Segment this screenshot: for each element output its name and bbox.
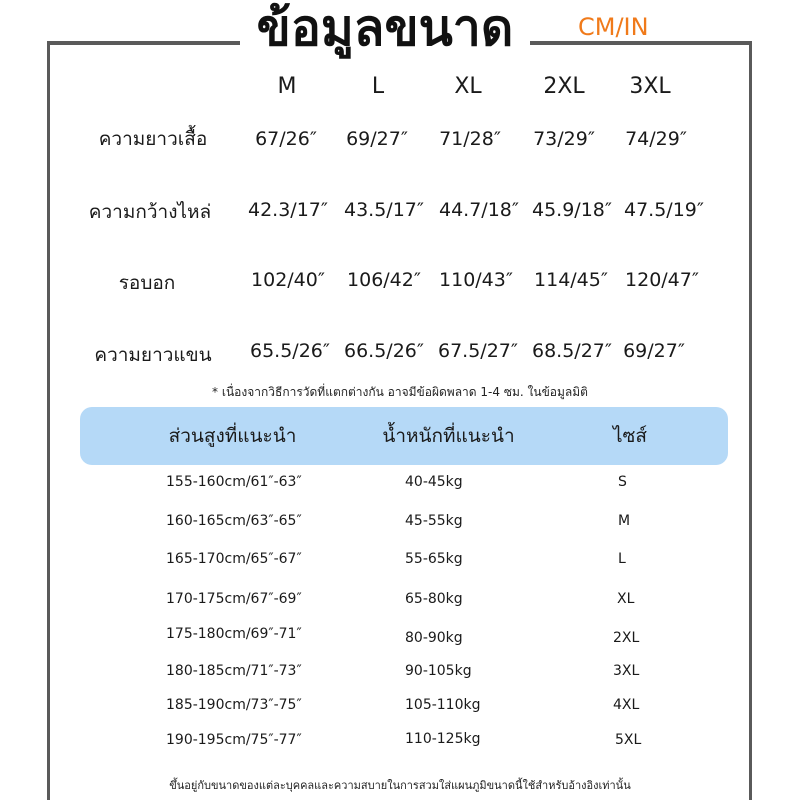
rec-size-3xl: 3XL bbox=[613, 663, 640, 679]
cell-body-length-xl: 71/28″ bbox=[439, 128, 501, 150]
size-header-xl: XL bbox=[454, 74, 482, 99]
cell-shoulder-width-3xl: 47.5/19″ bbox=[624, 199, 704, 221]
cell-shoulder-width-m: 42.3/17″ bbox=[248, 199, 328, 221]
cell-shoulder-width-2xl: 45.9/18″ bbox=[532, 199, 612, 221]
frame-right bbox=[749, 41, 752, 800]
rec-size-m: M bbox=[618, 513, 631, 529]
cell-chest-l: 106/42″ bbox=[347, 269, 421, 291]
cell-chest-m: 102/40″ bbox=[251, 269, 325, 291]
rec-weight-l: 55-65kg bbox=[405, 551, 463, 567]
rec-size-5xl: 5XL bbox=[615, 732, 642, 748]
cell-body-length-2xl: 73/29″ bbox=[533, 128, 595, 150]
size-header-2xl: 2XL bbox=[543, 74, 585, 99]
cell-shoulder-width-xl: 44.7/18″ bbox=[439, 199, 519, 221]
cell-sleeve-length-2xl: 68.5/27″ bbox=[532, 340, 612, 362]
row-label-body-length: ความยาวเสื้อ bbox=[98, 128, 208, 150]
size-header-l: L bbox=[371, 74, 385, 99]
cell-chest-xl: 110/43″ bbox=[439, 269, 513, 291]
header-recommended-weight: น้ำหนักที่แนะนำ bbox=[382, 425, 515, 447]
cell-chest-3xl: 120/47″ bbox=[625, 269, 699, 291]
cell-chest-2xl: 114/45″ bbox=[534, 269, 608, 291]
page-title: ข้อมูลขนาด bbox=[240, 0, 530, 60]
row-label-shoulder-width: ความกว้างไหล่ bbox=[88, 201, 212, 223]
header-recommended-height: ส่วนสูงที่แนะนำ bbox=[168, 425, 297, 447]
cell-body-length-l: 69/27″ bbox=[346, 128, 408, 150]
cell-sleeve-length-3xl: 69/27″ bbox=[623, 340, 685, 362]
row-label-chest: รอบอก bbox=[118, 272, 176, 294]
rec-height-3xl: 180-185cm/71″-73″ bbox=[166, 663, 302, 679]
rec-height-2xl: 175-180cm/69″-71″ bbox=[166, 626, 302, 642]
rec-weight-3xl: 90-105kg bbox=[405, 663, 472, 679]
cell-sleeve-length-m: 65.5/26″ bbox=[250, 340, 330, 362]
cell-sleeve-length-xl: 67.5/27″ bbox=[438, 340, 518, 362]
rec-weight-s: 40-45kg bbox=[405, 474, 463, 490]
rec-weight-xl: 65-80kg bbox=[405, 591, 463, 607]
rec-height-s: 155-160cm/61″-63″ bbox=[166, 474, 302, 490]
measurement-note: * เนื่องจากวิธีการวัดที่แตกต่างกัน อาจมีข้อผิดพลาด 1-4 ซม. ในข้อมูลมิติ bbox=[212, 385, 588, 399]
row-label-sleeve-length: ความยาวแขน bbox=[94, 344, 212, 366]
frame-top-left bbox=[47, 41, 244, 45]
rec-size-xl: XL bbox=[617, 591, 635, 607]
rec-height-xl: 170-175cm/67″-69″ bbox=[166, 591, 302, 607]
rec-height-m: 160-165cm/63″-65″ bbox=[166, 513, 302, 529]
cell-shoulder-width-l: 43.5/17″ bbox=[344, 199, 424, 221]
cell-sleeve-length-l: 66.5/26″ bbox=[344, 340, 424, 362]
rec-height-4xl: 185-190cm/73″-75″ bbox=[166, 697, 302, 713]
header-size: ไซส์ bbox=[612, 425, 648, 447]
rec-size-s: S bbox=[618, 474, 627, 490]
cell-body-length-3xl: 74/29″ bbox=[625, 128, 687, 150]
size-header-3xl: 3XL bbox=[629, 74, 671, 99]
footer-note: ขึ้นอยู่กับขนาดของแต่ละบุคคลและความสบายในการสวมใส่แผนภูมิขนาดนี้ใช้สำหรับอ้างอิงเท่านั้น bbox=[169, 779, 631, 792]
rec-size-l: L bbox=[618, 551, 626, 567]
cell-body-length-m: 67/26″ bbox=[255, 128, 317, 150]
rec-weight-5xl: 110-125kg bbox=[405, 731, 481, 747]
size-header-m: M bbox=[277, 74, 297, 99]
rec-size-4xl: 4XL bbox=[613, 697, 640, 713]
rec-weight-2xl: 80-90kg bbox=[405, 630, 463, 646]
unit-label: CM/IN bbox=[578, 13, 649, 41]
rec-height-5xl: 190-195cm/75″-77″ bbox=[166, 732, 302, 748]
rec-size-2xl: 2XL bbox=[613, 630, 640, 646]
frame-left bbox=[47, 41, 50, 800]
rec-weight-4xl: 105-110kg bbox=[405, 697, 481, 713]
rec-height-l: 165-170cm/65″-67″ bbox=[166, 551, 302, 567]
rec-weight-m: 45-55kg bbox=[405, 513, 463, 529]
